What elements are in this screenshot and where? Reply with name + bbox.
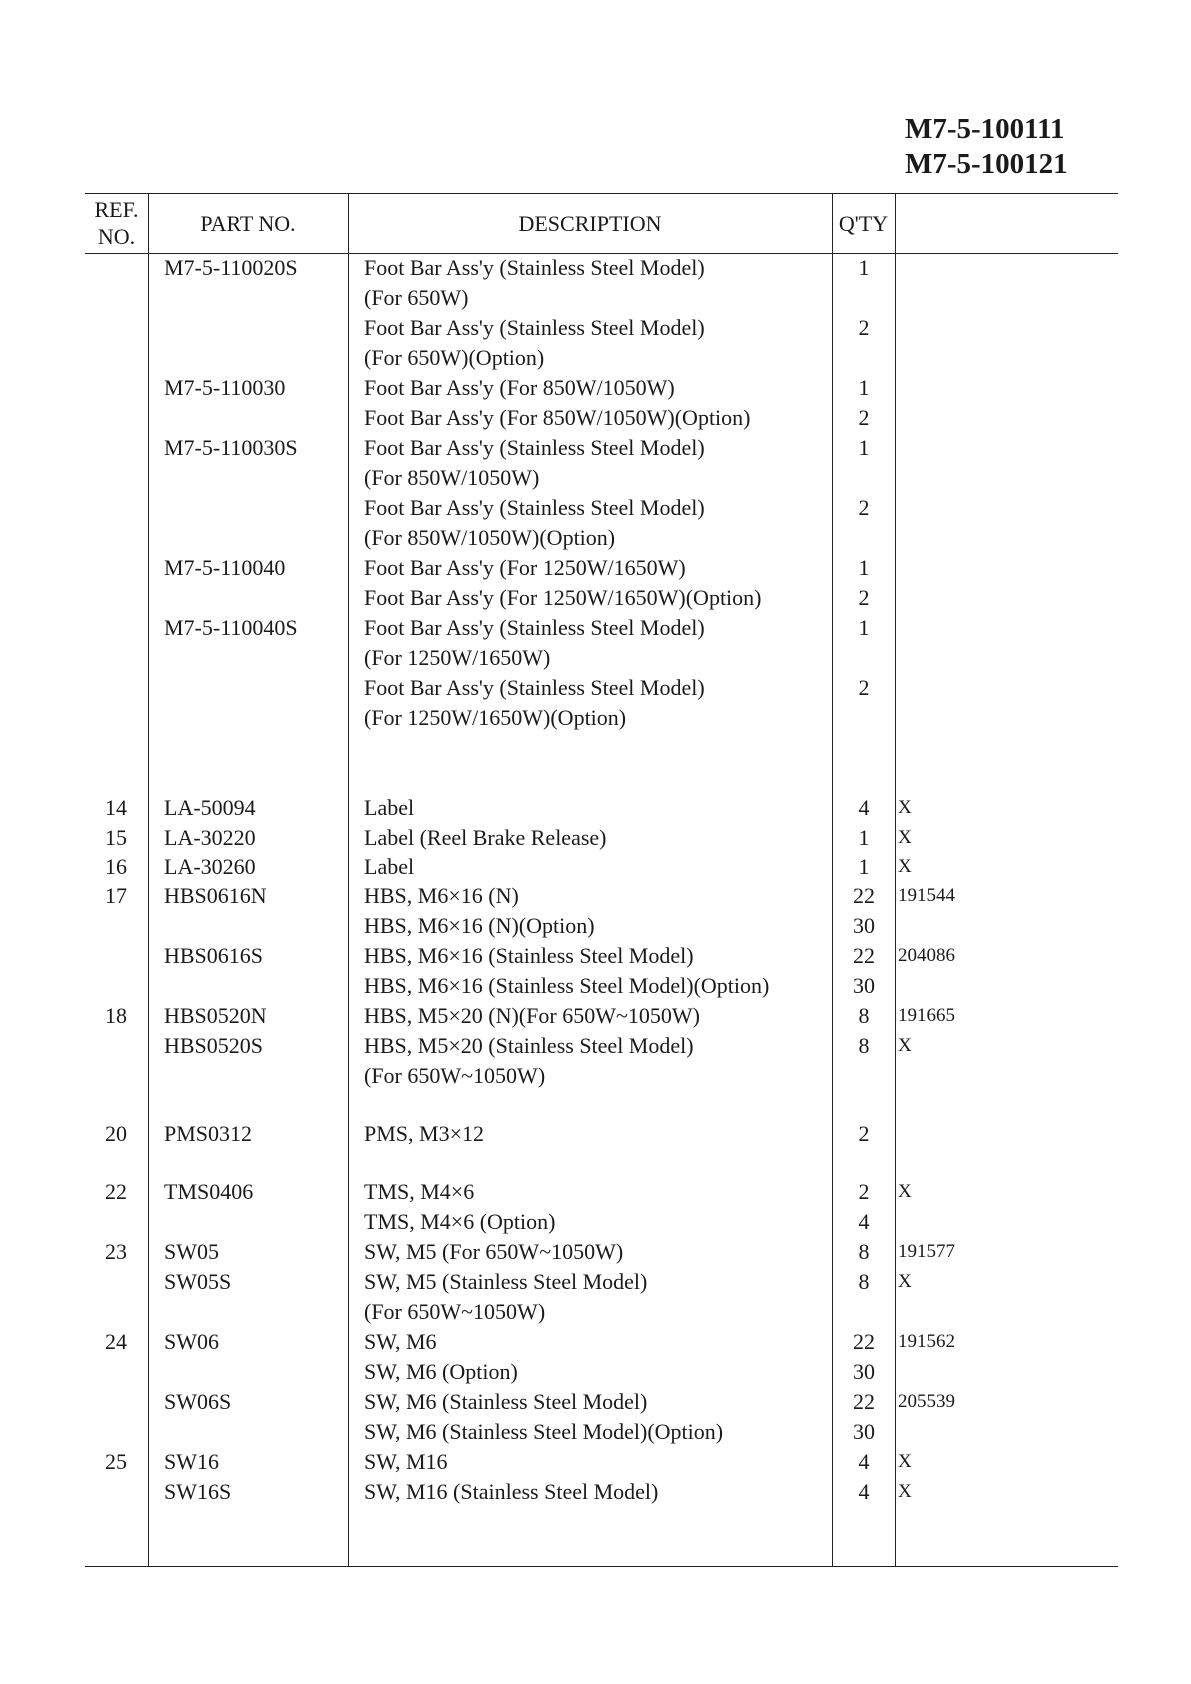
qty-cell: 30 (853, 973, 875, 998)
qty-cell: 2 (858, 405, 870, 430)
description-cell: TMS, M4×6 (364, 1179, 475, 1204)
document-ids (905, 112, 1125, 182)
description-cell: (For 1250W/1650W) (364, 645, 551, 670)
description-cell: SW, M16 (Stainless Steel Model) (364, 1479, 659, 1504)
table-row (85, 373, 1118, 403)
qty-cell: 2 (858, 675, 870, 700)
ref-no-cell: 17 (105, 883, 127, 908)
part-no-cell: PMS0312 (164, 1121, 253, 1146)
qty-cell: 1 (858, 375, 870, 400)
part-no-cell: SW05 (164, 1239, 219, 1264)
qty-cell: 22 (853, 1329, 875, 1354)
description-cell: Foot Bar Ass'y (Stainless Steel Model) (364, 615, 705, 640)
description-cell: (For 650W)(Option) (364, 345, 545, 370)
description-cell: (For 850W/1050W) (364, 465, 540, 490)
description-cell: HBS, M5×20 (Stainless Steel Model) (364, 1033, 694, 1058)
remark-cell: X (898, 1451, 912, 1472)
qty-cell: 30 (853, 1419, 875, 1444)
ref-no-cell: 18 (105, 1003, 127, 1028)
table-row (85, 283, 1118, 313)
part-no-cell: HBS0520S (164, 1033, 264, 1058)
table-bottom-rule (85, 1566, 1118, 1567)
description-cell: SW, M6 (Stainless Steel Model) (364, 1389, 648, 1414)
remark-cell: X (898, 1181, 912, 1202)
remark-cell: 191577 (898, 1241, 955, 1262)
part-no-cell: TMS0406 (164, 1179, 254, 1204)
table-row (85, 1207, 1118, 1237)
qty-cell: 22 (853, 943, 875, 968)
table-row (85, 971, 1118, 1001)
header-ref-no (85, 196, 148, 250)
description-cell: SW, M6 (364, 1329, 437, 1354)
description-cell: TMS, M4×6 (Option) (364, 1209, 556, 1234)
ref-no-cell: 14 (105, 795, 127, 820)
table-row (85, 313, 1118, 343)
qty-cell: 4 (858, 1209, 870, 1234)
remark-cell: X (898, 856, 912, 877)
qty-cell: 4 (858, 1449, 870, 1474)
table-row (85, 523, 1118, 553)
table-row (85, 1387, 1118, 1417)
table-row (85, 463, 1118, 493)
document-id-1: M7-5-100111 (905, 113, 1065, 145)
qty-cell: 2 (858, 1121, 870, 1146)
qty-cell: 4 (858, 795, 870, 820)
table-row (85, 1061, 1118, 1091)
table-row (85, 1417, 1118, 1447)
table-row (85, 1447, 1118, 1477)
table-row (85, 852, 1118, 882)
table-row (85, 253, 1118, 283)
description-cell: Foot Bar Ass'y (Stainless Steel Model) (364, 495, 705, 520)
table-row (85, 1267, 1118, 1297)
part-no-cell: LA-30260 (164, 854, 256, 879)
ref-no-cell: 16 (105, 854, 127, 879)
ref-no-cell: 24 (105, 1329, 127, 1354)
part-no-cell: SW06 (164, 1329, 219, 1354)
description-cell: (For 850W/1050W)(Option) (364, 525, 616, 550)
qty-cell: 30 (853, 1359, 875, 1384)
qty-cell: 30 (853, 913, 875, 938)
qty-cell: 2 (858, 495, 870, 520)
qty-cell: 22 (853, 883, 875, 908)
qty-cell: 2 (858, 1179, 870, 1204)
part-no-cell: M7-5-110040S (164, 615, 298, 640)
qty-cell: 1 (858, 615, 870, 640)
remark-cell: 191544 (898, 885, 955, 906)
table-row (85, 673, 1118, 703)
header-ref-line1: REF. (94, 197, 139, 222)
part-no-cell: M7-5-110030S (164, 435, 298, 460)
description-cell: SW, M6 (Option) (364, 1359, 518, 1384)
header-qty: Q'TY (838, 211, 889, 236)
part-no-cell: HBS0520N (164, 1003, 267, 1028)
qty-cell: 1 (858, 435, 870, 460)
table-row (85, 643, 1118, 673)
description-cell: (For 650W~1050W) (364, 1063, 546, 1088)
part-no-cell: HBS0616N (164, 883, 267, 908)
qty-cell: 8 (858, 1003, 870, 1028)
qty-cell: 8 (858, 1269, 870, 1294)
qty-cell: 2 (858, 585, 870, 610)
qty-cell: 2 (858, 315, 870, 340)
qty-cell: 4 (858, 1479, 870, 1504)
table-row (85, 1237, 1118, 1267)
table-row (85, 1177, 1118, 1207)
parts-table (85, 193, 1118, 1567)
table-row (85, 433, 1118, 463)
part-no-cell: SW16 (164, 1449, 219, 1474)
ref-no-cell: 25 (105, 1449, 127, 1474)
part-no-cell: M7-5-110020S (164, 255, 298, 280)
part-no-cell: SW16S (164, 1479, 232, 1504)
qty-cell: 22 (853, 1389, 875, 1414)
description-cell: SW, M5 (For 650W~1050W) (364, 1239, 624, 1264)
description-cell: SW, M5 (Stainless Steel Model) (364, 1269, 648, 1294)
description-cell: Foot Bar Ass'y (Stainless Steel Model) (364, 315, 705, 340)
description-cell: HBS, M6×16 (Stainless Steel Model)(Option) (364, 973, 770, 998)
part-no-cell: HBS0616S (164, 943, 264, 968)
table-row (85, 911, 1118, 941)
ref-no-cell: 22 (105, 1179, 127, 1204)
qty-cell: 1 (858, 555, 870, 580)
table-row (85, 793, 1118, 823)
part-no-cell: M7-5-110030 (164, 375, 286, 400)
description-cell: Foot Bar Ass'y (Stainless Steel Model) (364, 675, 705, 700)
qty-cell: 8 (858, 1033, 870, 1058)
table-row (85, 343, 1118, 373)
table-row (85, 1297, 1118, 1327)
description-cell: Foot Bar Ass'y (Stainless Steel Model) (364, 255, 705, 280)
qty-cell: 8 (858, 1239, 870, 1264)
remark-cell: X (898, 827, 912, 848)
description-cell: Label (364, 795, 415, 820)
remark-cell: X (898, 797, 912, 818)
document-id-2: M7-5-100121 (905, 148, 1068, 180)
description-cell: Foot Bar Ass'y (Stainless Steel Model) (364, 435, 705, 460)
part-no-cell: SW05S (164, 1269, 232, 1294)
part-no-cell: LA-50094 (164, 795, 256, 820)
part-no-cell: M7-5-110040 (164, 555, 286, 580)
table-row (85, 1031, 1118, 1061)
table-row (85, 583, 1118, 613)
description-cell: PMS, M3×12 (364, 1121, 485, 1146)
table-row (85, 1327, 1118, 1357)
description-cell: SW, M16 (364, 1449, 448, 1474)
remark-cell: 205539 (898, 1391, 955, 1412)
description-cell: Label (364, 854, 415, 879)
remark-cell: X (898, 1035, 912, 1056)
header-ref-line2: NO. (97, 224, 136, 249)
table-row (85, 1119, 1118, 1149)
description-cell: Foot Bar Ass'y (For 1250W/1650W)(Option) (364, 585, 762, 610)
description-cell: (For 1250W/1650W)(Option) (364, 705, 627, 730)
description-cell: HBS, M6×16 (Stainless Steel Model) (364, 943, 694, 968)
table-row (85, 703, 1118, 733)
description-cell: (For 650W~1050W) (364, 1299, 546, 1324)
table-row (85, 941, 1118, 971)
description-cell: SW, M6 (Stainless Steel Model)(Option) (364, 1419, 724, 1444)
description-cell: Foot Bar Ass'y (For 850W/1050W) (364, 375, 675, 400)
table-row (85, 823, 1118, 853)
description-cell: HBS, M6×16 (N)(Option) (364, 913, 595, 938)
description-cell: HBS, M5×20 (N)(For 650W~1050W) (364, 1003, 700, 1028)
description-cell: HBS, M6×16 (N) (364, 883, 519, 908)
description-cell: Foot Bar Ass'y (For 1250W/1650W) (364, 555, 686, 580)
qty-cell: 1 (858, 825, 870, 850)
description-cell: (For 650W) (364, 285, 469, 310)
part-no-cell: SW06S (164, 1389, 232, 1414)
table-top-rule (85, 193, 1118, 194)
ref-no-cell: 15 (105, 825, 127, 850)
part-no-cell: LA-30220 (164, 825, 256, 850)
table-row (85, 553, 1118, 583)
table-row (85, 613, 1118, 643)
qty-cell: 1 (858, 854, 870, 879)
table-row (85, 403, 1118, 433)
remark-cell: X (898, 1271, 912, 1292)
qty-cell: 1 (858, 255, 870, 280)
header-description: DESCRIPTION (518, 211, 662, 236)
remark-cell: X (898, 1481, 912, 1502)
table-row (85, 493, 1118, 523)
description-cell: Foot Bar Ass'y (For 850W/1050W)(Option) (364, 405, 751, 430)
description-cell: Label (Reel Brake Release) (364, 825, 607, 850)
table-row (85, 1357, 1118, 1387)
table-row (85, 881, 1118, 911)
header-part-no: PART NO. (200, 211, 296, 236)
ref-no-cell: 23 (105, 1239, 127, 1264)
remark-cell: 204086 (898, 945, 955, 966)
table-row (85, 1001, 1118, 1031)
ref-no-cell: 20 (105, 1121, 127, 1146)
remark-cell: 191562 (898, 1331, 955, 1352)
table-row (85, 1477, 1118, 1507)
remark-cell: 191665 (898, 1005, 955, 1026)
